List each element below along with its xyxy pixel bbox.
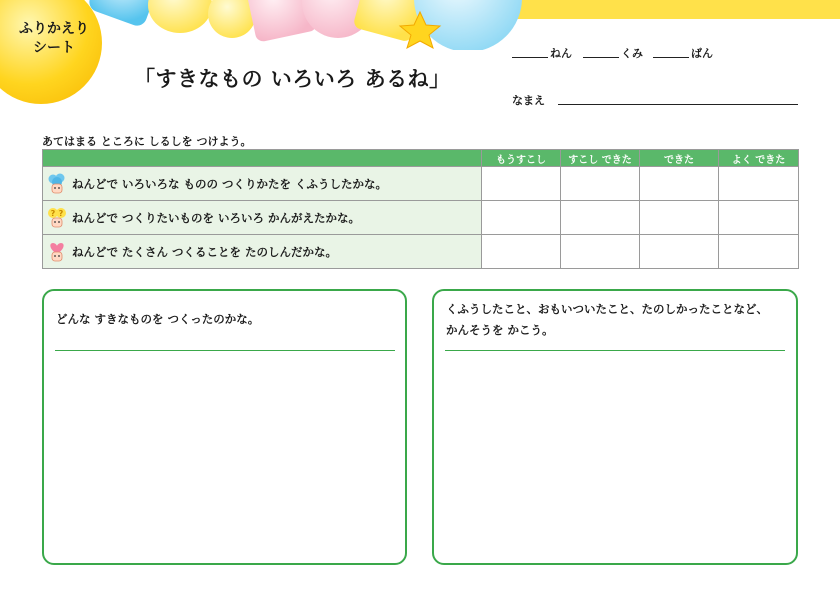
column-header: よく できた	[719, 150, 799, 167]
table-header-row	[43, 150, 799, 167]
pink-heart-character-icon	[47, 241, 67, 263]
impressions-prompt: くふうしたこと、おもいついたこと、たのしかったことなど、 かんそうを かこう。	[446, 302, 768, 337]
blue-character-icon	[47, 173, 67, 195]
rating-checkbox-cell[interactable]	[482, 201, 561, 235]
top-yellow-stripe	[515, 0, 840, 19]
badge-label: ふりかえり シート	[19, 21, 89, 56]
rating-checkbox-cell[interactable]	[640, 201, 719, 235]
name-blank[interactable]	[558, 104, 798, 105]
number-label: ばん	[691, 47, 713, 60]
instruction-text: あてはまる ところに しるしを つけよう。	[42, 135, 252, 148]
rating-checkbox-cell[interactable]	[719, 235, 799, 269]
rating-checkbox-cell[interactable]	[561, 201, 640, 235]
class-blank[interactable]	[583, 57, 619, 58]
rating-checkbox-cell[interactable]	[640, 235, 719, 269]
rating-checkbox-cell[interactable]	[482, 235, 561, 269]
self-evaluation-table	[42, 149, 799, 269]
rating-checkbox-cell[interactable]	[640, 167, 719, 201]
table-row	[43, 167, 799, 201]
svg-text:?: ?	[58, 208, 64, 218]
impressions-divider	[445, 350, 785, 351]
made-things-box[interactable]	[42, 289, 407, 565]
rating-checkbox-cell[interactable]	[561, 235, 640, 269]
rating-checkbox-cell[interactable]	[482, 167, 561, 201]
number-blank[interactable]	[653, 57, 689, 58]
made-things-prompt: どんな すきなものを つくったのかな。	[56, 312, 260, 326]
table-row	[43, 235, 799, 269]
rating-checkbox-cell[interactable]	[561, 167, 640, 201]
yellow-question-character-icon	[47, 207, 67, 229]
rating-checkbox-cell[interactable]	[719, 201, 799, 235]
page-title: 「すきなもの いろいろ あるね」	[134, 67, 451, 91]
column-header: もうすこし	[482, 150, 561, 167]
rating-checkbox-cell[interactable]	[719, 167, 799, 201]
name-label: なまえ	[512, 94, 545, 107]
year-blank[interactable]	[512, 57, 548, 58]
question-cell	[43, 235, 482, 269]
column-header: できた	[640, 150, 719, 167]
class-label: くみ	[621, 47, 643, 60]
year-label: ねん	[550, 47, 572, 60]
header-blank-cell	[43, 150, 482, 167]
svg-text:?: ?	[50, 208, 56, 218]
question-text: ねんどで いろいろな ものの つくりかたを くふうしたかな。	[72, 176, 388, 191]
question-cell	[43, 167, 482, 201]
question-text: ねんどで たくさん つくることを たのしんだかな。	[72, 244, 338, 259]
column-header: すこし できた	[561, 150, 640, 167]
question-text: ねんどで つくりたいものを いろいろ かんがえたかな。	[72, 210, 361, 225]
question-cell	[43, 201, 482, 235]
made-things-divider	[55, 350, 395, 351]
table-row	[43, 201, 799, 235]
